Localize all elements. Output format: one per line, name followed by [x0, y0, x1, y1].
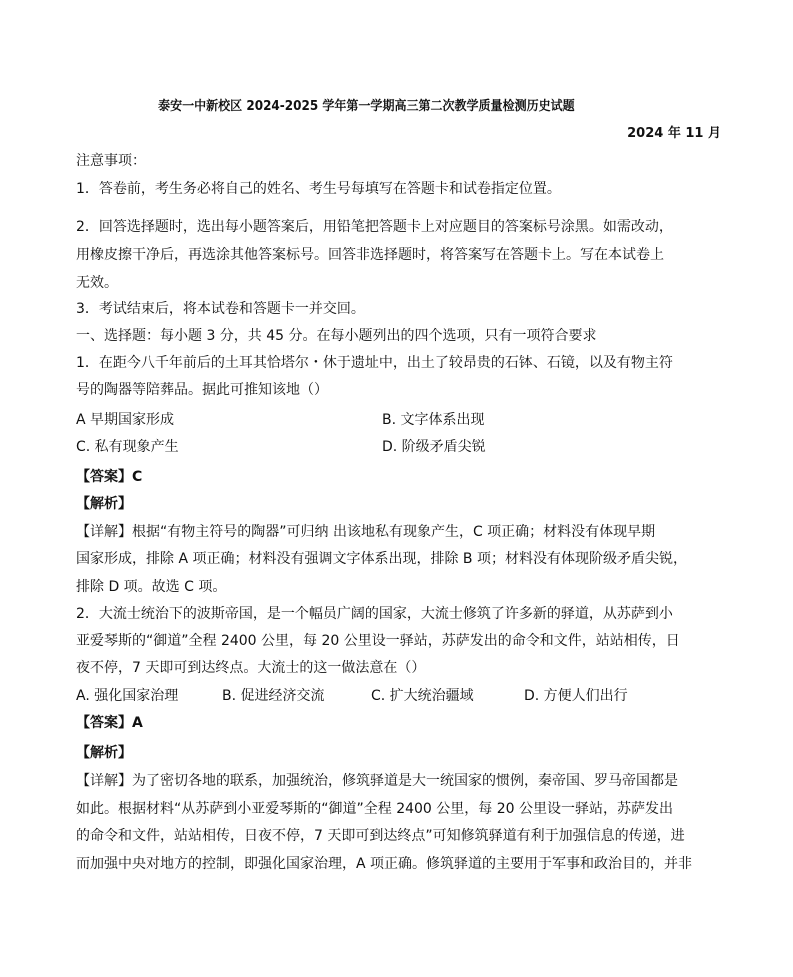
detail-line: 【详解】为了密切各地的联系，加强统治，修筑驿道是大一统国家的惯例，秦帝国、罗马帝国都是 — [76, 773, 678, 789]
detail-line: 排除 D 项。故选 C 项。 — [76, 579, 227, 595]
note-line: 3．考试结束后，将本试卷和答题卡一并交回。 — [76, 301, 365, 317]
analysis-label: 【解析】 — [76, 745, 132, 761]
question-stem-line: 号的陶器等陪葬品。据此可推知该地（） — [76, 382, 328, 398]
detail-line: 的命令和文件，站站相传，日夜不停，7 天即可到达终点”可知修筑驿道有利于加强信息的传递，进 — [76, 828, 685, 844]
section-heading: 一、选择题：每小题 3 分，共 45 分。在每小题列出的四个选项，只有一项符合要求 — [76, 328, 597, 344]
question-stem-line: 夜不停，7 天即可到达终点。大流士的这一做法意在（） — [76, 660, 426, 676]
detail-line: 如此。根据材料“从苏萨到小亚爱琴斯的“御道”全程 2400 公里，每 20 公里设一驿站，苏萨发出 — [76, 801, 674, 817]
note-line: 1．答卷前，考生务必将自己的姓名、考生号每填写在答题卡和试卷指定位置。 — [76, 181, 561, 197]
question-stem-line: 1．在距今八千年前后的土耳其恰塔尔・休于遗址中，出土了较昂贵的石钵、石镜，以及有物主符 — [76, 355, 673, 371]
option-d: D. 方便人们出行 — [524, 688, 628, 704]
option-d: D. 阶级矛盾尖锐 — [382, 439, 486, 455]
detail-line: 【详解】根据“有物主符号的陶器”可归纳 出该地私有现象产生，C 项正确；材料没有体现早期 — [76, 524, 656, 540]
question-stem-line: 亚爱琴斯的“御道”全程 2400 公里，每 20 公里设一驿站，苏萨发出的命令和文件，站站相传，日 — [76, 633, 680, 649]
answer-label: 【答案】A — [76, 715, 143, 731]
option-b: B. 文字体系出现 — [382, 412, 485, 428]
option-a: A 早期国家形成 — [76, 412, 175, 428]
analysis-label: 【解析】 — [76, 496, 132, 512]
option-b: B. 促进经济交流 — [222, 688, 325, 704]
answer-label: 【答案】C — [76, 469, 143, 485]
notes-heading: 注意事项： — [76, 153, 146, 169]
note-line: 2．回答选择题时，选出每小题答案后，用铅笔把答题卡上对应题目的答案标号涂黑。如需改动， — [76, 219, 673, 235]
option-c: C. 扩大统治疆域 — [371, 688, 474, 704]
note-line: 用橡皮擦干净后，再选涂其他答案标号。回答非选择题时，将答案写在答题卡上。写在本试卷上 — [76, 247, 664, 263]
detail-line: 而加强中央对地方的控制，即强化国家治理，A 项正确。修筑驿道的主要用于军事和政治目的，并非 — [76, 856, 693, 872]
option-a: A. 强化国家治理 — [76, 688, 179, 704]
detail-line: 国家形成，排除 A 项正确；材料没有强调文字体系出现，排除 B 项；材料没有体现阶级矛盾尖锐， — [76, 551, 687, 567]
note-line: 无效。 — [76, 275, 118, 291]
page-title: 泰安一中新校区 2024-2025 学年第一学期高三第二次教学质量检测历史试题 — [158, 99, 575, 114]
exam-date: 2024 年 11 月 — [627, 126, 721, 141]
option-c: C. 私有现象产生 — [76, 439, 179, 455]
question-stem-line: 2．大流士统治下的波斯帝国，是一个幅员广阔的国家，大流士修筑了许多新的驿道，从苏萨到小 — [76, 606, 673, 622]
